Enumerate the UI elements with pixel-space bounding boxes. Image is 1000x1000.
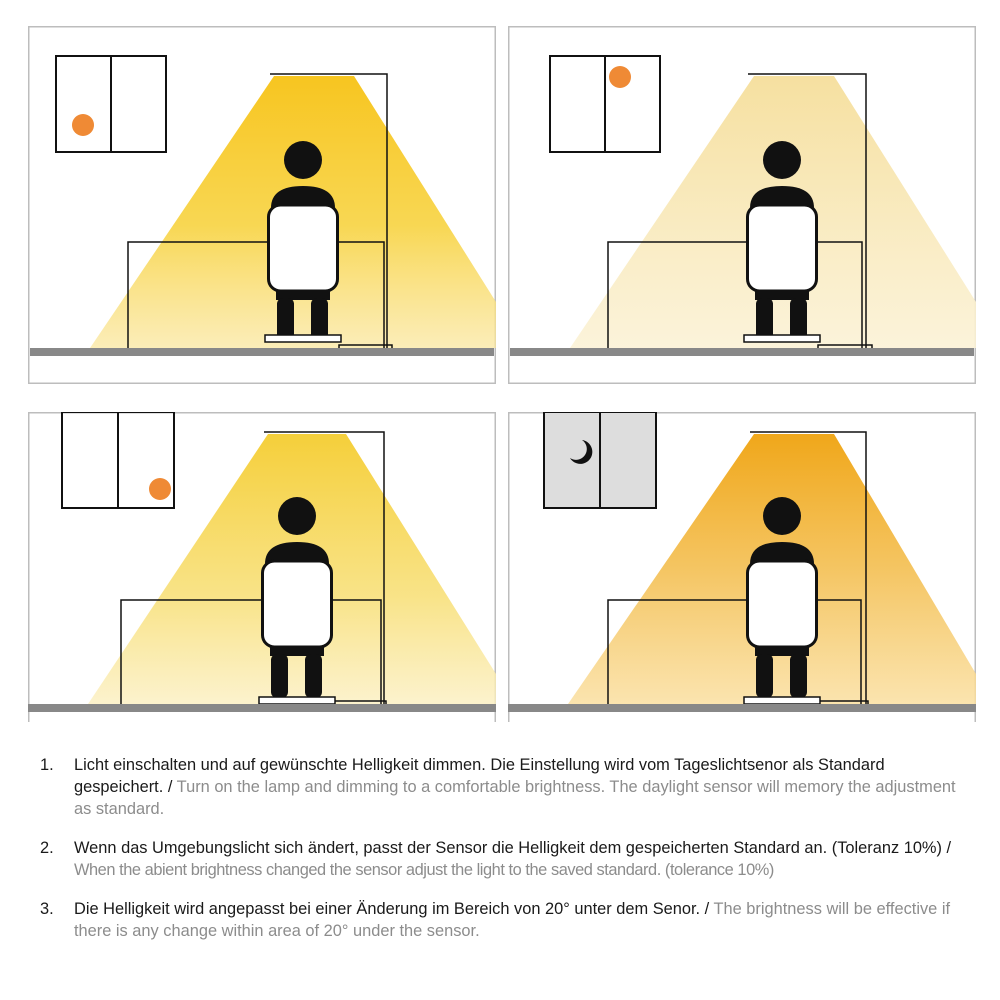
sun-icon <box>72 114 94 136</box>
scene-1-drawing <box>28 26 496 384</box>
instruction-number: 3. <box>40 900 54 918</box>
instruction-item-1 <box>40 754 965 820</box>
sun-icon <box>149 478 171 500</box>
instruction-german-text: Licht einschalten und auf gewünschte Helligkeit dimmen. Die Einstellung wird vom Tageslichtsenor als Standard gespeichert. / <box>74 756 885 796</box>
floor <box>508 704 976 712</box>
instruction-english-text: When the abient brightness changed the sensor adjust the light to the saved standard. (tolerance 10%) <box>74 861 774 879</box>
floor <box>30 348 494 356</box>
scene-panel-4 <box>508 412 976 722</box>
instruction-item-2 <box>40 837 965 881</box>
instruction-german-text: Wenn das Umgebungslicht sich ändert, passt der Sensor die Helligkeit dem gespeicherten Standard an. (Toleranz 10%) / <box>74 839 952 857</box>
instruction-english-text: The brightness will be effective if there is any change within area of 20° under the sensor. <box>74 900 951 940</box>
scene-2-drawing <box>508 26 976 384</box>
scene-panel-2 <box>508 26 976 384</box>
scene-4-drawing <box>508 412 976 722</box>
scene-3-drawing <box>28 412 496 722</box>
floor <box>28 704 496 712</box>
instruction-number: 2. <box>40 839 54 857</box>
instruction-english-text: Turn on the lamp and dimming to a comfortable brightness. The daylight sensor will memory the adjustment as standard. <box>74 778 956 818</box>
sun-icon <box>609 66 631 88</box>
scene-panel-1 <box>28 26 496 384</box>
instruction-number: 1. <box>40 756 54 774</box>
floor <box>510 348 974 356</box>
instruction-list <box>40 754 965 959</box>
instruction-german-text: Die Helligkeit wird angepasst bei einer Änderung im Bereich von 20° unter dem Senor. / <box>74 900 714 918</box>
scene-panel-3 <box>28 412 496 722</box>
instruction-item-3 <box>40 898 965 942</box>
